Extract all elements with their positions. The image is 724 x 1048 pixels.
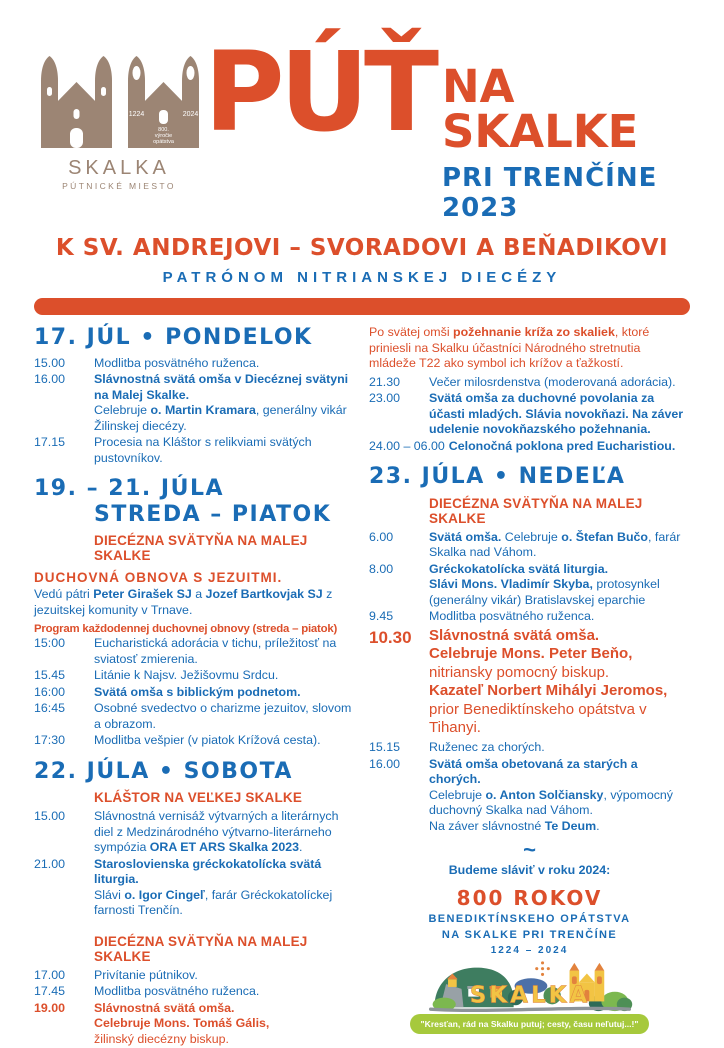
event-text	[429, 757, 690, 835]
header	[34, 28, 690, 223]
text-segment: Svätá omša za duchovné povolania za účasti mladých. Slávia novokňazi. Na záver udelenie novokňazského požehnania.	[429, 391, 684, 436]
event-time: 16.00	[369, 756, 401, 771]
skalka-illustration-wrap	[369, 959, 690, 1013]
event-time: 15.00	[34, 355, 66, 370]
subtitle-saints: K SV. ANDREJOVI – SVORADOVI A BEŇADIKOVI	[55, 235, 669, 261]
schedule-event	[34, 435, 355, 466]
text-line	[94, 1001, 355, 1017]
text-line	[429, 664, 690, 683]
schedule-event	[34, 809, 355, 856]
event-text	[429, 609, 690, 625]
text-segment: Slávnostná vernisáž výtvarných a literárnych diel z Medzinárodného výtvarno-literárneho sympózia	[94, 809, 339, 855]
title-place-year: PRI TRENČÍNE 2023	[441, 163, 658, 223]
event-time: 17.45	[34, 984, 66, 999]
text-line	[94, 668, 355, 684]
text-line	[429, 701, 690, 738]
text-segment: Procesia na Kláštor s relikviami svätých pustovníkov.	[94, 435, 312, 465]
title-right	[442, 40, 690, 223]
event-text	[449, 439, 690, 455]
text-line	[94, 733, 355, 749]
text-line	[94, 857, 355, 888]
skalka-word: SKALKA	[469, 982, 590, 1009]
text-line	[94, 435, 355, 466]
footer	[369, 839, 690, 1034]
schedule-event	[369, 740, 690, 756]
text-segment: Modlitba posvätného ruženca.	[94, 355, 260, 370]
quote-text: "Kresťan, rád na Skalku putuj; cesty, času neľutuj...!"	[420, 1018, 639, 1029]
text-segment: Svätá omša.	[429, 529, 502, 544]
badge-line-2: výročie	[154, 133, 173, 139]
text-segment: Slávnostná svätá omša.	[94, 1000, 235, 1015]
logo-name: SKALKA	[68, 157, 170, 179]
text-segment: Po svätej omši	[369, 325, 454, 339]
text-segment: z jezuitskej komunity v Trnave.	[34, 587, 333, 617]
schedule-event	[369, 609, 690, 625]
text-line	[34, 587, 355, 618]
text-line	[94, 403, 355, 434]
schedule-event	[34, 857, 355, 919]
text-line	[429, 627, 690, 646]
paragraph	[34, 587, 355, 618]
badge-line-3: opátstva	[153, 139, 174, 145]
event-text	[94, 968, 355, 984]
event-time: 10.30	[369, 627, 412, 647]
text-line	[429, 788, 690, 819]
text-line	[94, 809, 355, 856]
event-text	[94, 372, 355, 434]
text-segment: Ruženec za chorých.	[429, 740, 545, 755]
event-text	[94, 733, 355, 749]
event-time: 15.45	[34, 668, 66, 683]
text-segment: Peter Girašek SJ	[93, 587, 192, 602]
schedule-event	[34, 668, 355, 684]
text-segment: Gréckokatolícka svätá liturgia.	[429, 561, 609, 576]
day-heading	[369, 464, 690, 490]
schedule-event	[369, 375, 690, 391]
section-lead: DUCHOVNÁ OBNOVA S JEZUITMI.	[34, 570, 283, 586]
event-text	[94, 356, 355, 372]
text-line	[429, 609, 690, 625]
event-time: 9.45	[369, 609, 394, 624]
text-segment: , ktoré priniesli na Skalku účastníci Národného stretnutia mládeže T22 ako symbol ich krížov a ťažkostí.	[369, 325, 650, 370]
text-segment: Modlitba posvätného ruženca.	[94, 984, 260, 999]
text-segment: , generálny vikár Žilinskej diecézy.	[94, 403, 347, 433]
event-text	[429, 562, 690, 609]
event-text	[94, 809, 355, 856]
schedule-event	[34, 968, 355, 984]
text-segment: , výpomocný duchovný Skalka nad Váhom.	[429, 787, 674, 818]
text-line	[94, 372, 355, 403]
poster-title: PÚŤ	[204, 28, 434, 156]
schedule-event	[34, 984, 355, 1000]
event-text	[429, 375, 690, 391]
event-text	[429, 627, 690, 739]
event-time: 17.00	[34, 967, 66, 982]
day-heading	[34, 759, 355, 785]
anniversary-line-1: BENEDIKTÍNSKEHO OPÁTSTVA	[428, 913, 631, 926]
schedule-event	[369, 530, 690, 561]
text-segment: Jozef Bartkovjak SJ	[205, 587, 323, 602]
text-segment: , farár Gréckokatolíckej farnosti Trenčín.	[94, 887, 333, 918]
tilde-divider: ~	[523, 837, 536, 863]
badge-line-1: 800.	[158, 127, 169, 133]
event-time: 17:30	[34, 733, 66, 748]
schedule-event	[34, 685, 355, 701]
text-line	[429, 562, 690, 578]
sparkle-dots	[535, 961, 550, 976]
event-text	[94, 636, 355, 667]
schedule-event	[34, 356, 355, 372]
text-segment: Modlitba posvätného ruženca.	[429, 609, 595, 624]
text-segment: Večer milosrdenstva (moderovaná adorácia).	[429, 374, 676, 389]
venue-heading: KLÁŠTOR NA VEĽKEJ SKALKE	[94, 790, 303, 806]
text-line	[429, 740, 690, 756]
right-column	[369, 325, 690, 1048]
schedule-event	[369, 627, 690, 739]
text-segment: , farár Skalka nad Váhom.	[429, 529, 681, 560]
text-segment: prior Benediktínskeho opátstva v Tihanyi.	[429, 700, 647, 737]
event-time: 17.15	[34, 435, 66, 450]
program-title: Program každodennej duchovnej obnovy (streda – piatok)	[34, 623, 338, 636]
text-segment: .	[596, 818, 600, 833]
text-segment: Svätá omša s biblickým podnetom.	[94, 684, 301, 699]
event-time: 6.00	[369, 529, 394, 544]
text-segment: a	[191, 587, 206, 602]
text-segment: ORA ET ARS Skalka 2023	[149, 840, 299, 855]
event-time: 15.00	[34, 809, 66, 824]
text-segment: Celebruje	[94, 403, 151, 418]
text-line	[94, 968, 355, 984]
text-segment: Slávnostná svätá omša v Diecéznej svätyni na Malej Skalke.	[94, 372, 349, 402]
text-line	[429, 757, 690, 788]
text-segment: Celonočná poklona pred Eucharistiou.	[448, 438, 676, 453]
text-segment: Slávi	[94, 887, 125, 902]
text-segment: Celebruje	[429, 787, 486, 802]
church-icon-anniversary	[128, 56, 199, 148]
text-segment: o. Igor Cingeľ	[124, 887, 205, 902]
event-text	[94, 685, 355, 701]
event-time: 15.15	[369, 740, 401, 755]
event-time: 15:00	[34, 636, 66, 651]
text-line	[94, 1032, 355, 1048]
venue-heading: DIECÉZNA SVÄTYŇA NA MALEJ SKALKE	[94, 933, 308, 964]
text-line	[429, 577, 690, 608]
schedule-columns	[34, 325, 690, 1048]
badge-year-left: 1224	[128, 111, 145, 118]
subtitle-patrons: PATRÓNOM NITRIANSKEJ DIECÉZY	[162, 269, 562, 286]
text-line	[94, 356, 355, 372]
text-segment: Te Deum	[544, 818, 597, 833]
event-text	[429, 740, 690, 756]
left-column	[34, 325, 355, 1048]
schedule-event	[369, 439, 690, 455]
text-segment: Celebruje Mons. Tomáš Gális,	[94, 1016, 270, 1031]
event-time: 16:45	[34, 701, 66, 716]
schedule-event	[34, 636, 355, 667]
text-segment: Na záver slávnostné	[429, 818, 545, 833]
event-text	[429, 530, 690, 561]
text-segment: Celebruje	[501, 529, 562, 544]
text-segment: Svätá omša obetovaná za starých a chorých.	[429, 756, 638, 787]
text-segment: Eucharistická adorácia v tichu, príležitosť na sviatosť zmierenia.	[94, 636, 337, 666]
title-block	[204, 28, 690, 223]
text-segment: Slávi Mons. Vladimír Skyba,	[429, 577, 593, 592]
event-time: 8.00	[369, 561, 394, 576]
text-segment: žilinský diecézny biskup.	[94, 1031, 229, 1046]
day-heading-line: 17. JÚL • PONDELOK	[34, 325, 313, 350]
event-time: 21.00	[34, 856, 66, 871]
text-line	[369, 325, 690, 372]
text-segment: Celebruje Mons. Peter Beňo,	[429, 645, 633, 663]
day-heading	[34, 325, 355, 351]
text-segment: Litánie k Najsv. Ježišovmu Srdcu.	[94, 668, 279, 683]
anniversary-heading: 800 ROKOV	[456, 886, 603, 911]
skalka-logo	[34, 40, 204, 191]
text-segment: nitriansky pomocný biskup.	[429, 663, 610, 681]
logo-tagline: PÚTNICKÉ MIESTO	[62, 181, 176, 191]
schedule-event	[369, 757, 690, 835]
text-segment: Modlitba vešpier (v piatok Krížová cesta).	[94, 733, 321, 748]
text-line	[449, 439, 690, 455]
title-location: NA SKALKE	[441, 60, 639, 158]
schedule-event	[34, 372, 355, 434]
day-heading-line: 23. JÚLA • NEDEĽA	[369, 464, 626, 489]
text-segment: Osobné svedectvo o charizme jezuitov, slovom a obrazom.	[94, 701, 352, 731]
text-line	[94, 636, 355, 667]
event-time: 19.00	[34, 1000, 66, 1015]
anniversary-years: 1224 – 2024	[490, 944, 569, 956]
day-heading	[34, 476, 355, 527]
text-segment: Kazateľ Norbert Mihályi Jeromos,	[429, 682, 668, 700]
event-text	[94, 857, 355, 919]
text-line	[94, 685, 355, 701]
text-segment: o. Anton Solčiansky	[485, 787, 604, 802]
text-line	[429, 819, 690, 835]
event-time: 23.00	[369, 391, 401, 405]
day-heading-line: 19. – 21. JÚLA	[34, 476, 225, 502]
event-text	[429, 391, 690, 438]
text-segment: .	[299, 840, 303, 855]
text-line	[429, 645, 690, 664]
announcement-2024: Budeme sláviť v roku 2024:	[448, 863, 611, 878]
text-segment: požehnanie kríža zo skaliek	[453, 325, 615, 339]
church-icon-left	[41, 56, 112, 148]
text-line	[94, 701, 355, 732]
skalka-800-illustration	[425, 959, 635, 1013]
twin-churches-icon	[39, 52, 199, 150]
text-line	[429, 391, 690, 438]
text-segment: Slávnostná svätá omša.	[429, 626, 600, 644]
road-shape	[430, 1008, 629, 1010]
event-text	[94, 984, 355, 1000]
paragraph	[369, 325, 690, 372]
text-segment: o. Martin Kramara	[150, 403, 256, 418]
day-heading-line: 22. JÚLA • SOBOTA	[34, 758, 293, 784]
schedule-event	[34, 733, 355, 749]
text-segment: o. Štefan Bučo	[561, 529, 648, 544]
text-segment: protosynkel (generálny vikár) Bratislavskej eparchie	[429, 577, 660, 607]
event-time: 16:00	[34, 684, 66, 699]
schedule-event	[34, 701, 355, 732]
text-line	[429, 530, 690, 561]
event-text	[94, 701, 355, 732]
text-segment: Privítanie pútnikov.	[94, 967, 198, 982]
badge-year-right: 2024	[182, 111, 199, 118]
venue-heading: DIECÉZNA SVÄTYŇA NA MALEJ SKALKE	[94, 533, 308, 564]
text-segment: Vedú pátri	[34, 587, 94, 602]
divider-bar	[34, 298, 690, 315]
text-line	[429, 682, 690, 701]
event-text	[94, 435, 355, 466]
text-line	[94, 888, 355, 919]
day-heading-line: STREDA – PIATOK	[94, 501, 332, 527]
event-time: 24.00 – 06.00	[369, 438, 445, 453]
right-column-blocks	[369, 325, 690, 834]
schedule-event	[369, 562, 690, 609]
event-time: 21.30	[369, 374, 401, 389]
event-time: 16.00	[34, 372, 66, 387]
venue-heading: DIECÉZNA SVÄTYŇA NA MALEJ SKALKE	[429, 495, 643, 526]
text-line	[429, 375, 690, 391]
text-line	[94, 984, 355, 1000]
anniversary-line-2: NA SKALKE PRI TRENČÍNE	[441, 929, 618, 942]
schedule-event	[369, 391, 690, 438]
event-text	[94, 668, 355, 684]
text-segment: Staroslovienska gréckokatolícka svätá liturgia.	[94, 856, 322, 887]
